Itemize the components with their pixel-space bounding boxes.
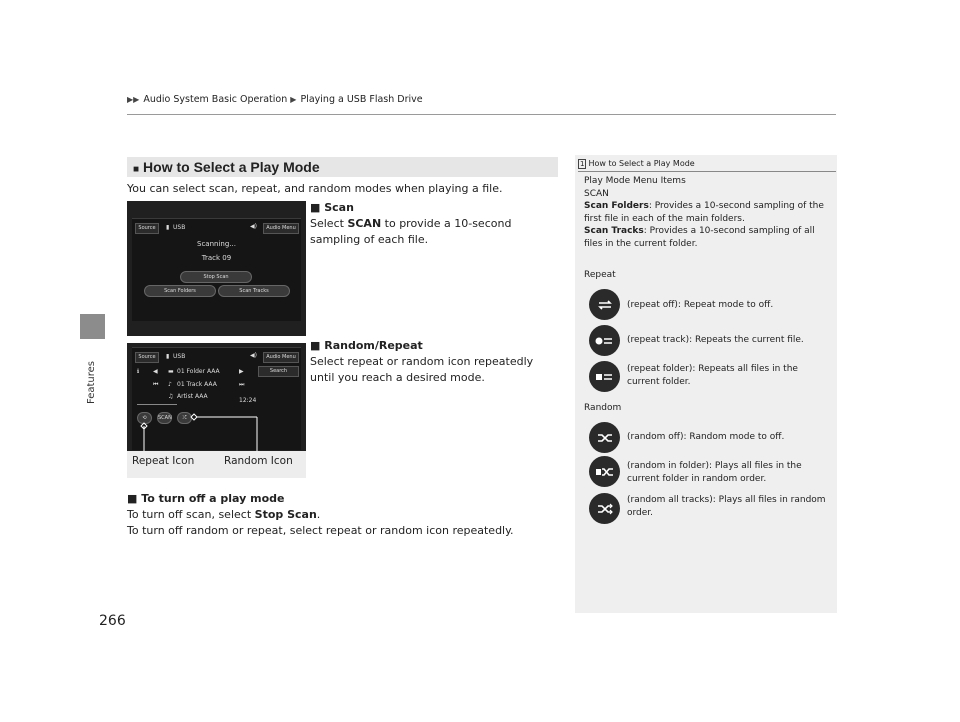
scan-block xyxy=(310,200,560,248)
artist-icon: ♫ xyxy=(168,393,174,400)
volume-icon: ◀) xyxy=(250,352,257,359)
page-number: 266 xyxy=(99,613,126,629)
stop-scan-button: Stop Scan xyxy=(180,271,252,283)
random-heading: Random xyxy=(584,403,622,413)
scan-folders-desc xyxy=(584,200,829,225)
scan-tracks-text: : Provides a 10-second sampling of all files in the current folder. xyxy=(584,226,815,249)
sidebar-title xyxy=(578,159,695,168)
scan-text-post: to provide a 10-second sampling of each file. xyxy=(310,217,512,246)
scan-folders-label: Scan Folders xyxy=(584,201,649,211)
usb-icon: ▮ xyxy=(166,224,170,231)
random-repeat-block xyxy=(310,338,560,386)
random-repeat-screen-image xyxy=(127,343,306,478)
scan-text-bold: SCAN xyxy=(347,217,382,230)
square-bullet-icon: ■ xyxy=(310,339,325,352)
menu-items-label: Play Mode Menu Items xyxy=(584,176,686,186)
header-divider xyxy=(127,114,836,115)
square-bullet-icon: ■ xyxy=(133,164,140,175)
random-repeat-description: Select repeat or random icon repeatedly until you reach a desired mode. xyxy=(310,355,534,384)
turn-off-block xyxy=(127,491,567,539)
random-repeat-heading-text: Random/Repeat xyxy=(324,339,423,352)
random-folder-text: (random in folder): Plays all files in the current folder in random order. xyxy=(627,461,802,484)
repeat-off-icon xyxy=(589,289,620,320)
turn-off-line1-pre: To turn off scan, select xyxy=(127,508,255,521)
random-off-icon xyxy=(589,422,620,453)
random-icon-callout: Random Icon xyxy=(224,455,293,467)
folder-name: 01 Folder AAA xyxy=(177,368,220,375)
scan-tracks-label: Scan Tracks xyxy=(584,226,644,236)
volume-icon: ◀) xyxy=(250,223,257,230)
usb-label: USB xyxy=(173,224,186,231)
scan-folders-button: Scan Folders xyxy=(144,285,216,297)
repeat-track-icon xyxy=(589,325,620,356)
scan-text-pre: Select xyxy=(310,217,348,230)
sidebar-divider xyxy=(578,171,836,172)
turn-off-heading-text: To turn off a play mode xyxy=(141,492,285,505)
repeat-icon: ⟲ xyxy=(137,412,152,424)
turn-off-line-1 xyxy=(127,507,567,523)
random-all-icon xyxy=(589,493,620,524)
repeat-folder-icon xyxy=(589,361,620,392)
repeat-folder-text: (repeat folder): Repeats all files in the current folder. xyxy=(627,364,798,387)
next-folder-icon: ▶ xyxy=(239,368,244,375)
scan-heading-text: Scan xyxy=(324,201,354,214)
usb-label: USB xyxy=(173,353,186,360)
prev-folder-icon: ◀ xyxy=(153,368,158,375)
sidebar-title-text: How to Select a Play Mode xyxy=(588,159,695,168)
repeat-icon-callout: Repeat Icon xyxy=(132,455,195,467)
breadcrumb-item[interactable]: Playing a USB Flash Drive xyxy=(300,94,423,105)
note-icon: 1 xyxy=(580,160,585,168)
scan-description xyxy=(310,216,560,248)
side-tab-marker xyxy=(80,314,105,339)
scan-tracks-desc xyxy=(584,225,829,250)
random-icon: ⤮ xyxy=(177,412,192,424)
search-button: Search xyxy=(258,366,299,377)
section-title xyxy=(127,157,558,177)
repeat-off-text: (repeat off): Repeat mode to off. xyxy=(627,300,774,310)
turn-off-line1-post: . xyxy=(316,508,321,521)
scan-label: SCAN xyxy=(584,188,609,199)
section-title-text: How to Select a Play Mode xyxy=(143,159,320,175)
time-display: 12:24 xyxy=(239,397,257,404)
repeat-track-text: (repeat track): Repeats the current file. xyxy=(627,335,804,345)
track-name: 01 Track AAA xyxy=(177,381,217,388)
breadcrumb-arrow-icon: ▶▶ xyxy=(127,95,140,104)
scan-folders-text: : Provides a 10-second sampling of the first file in each of the main folders. xyxy=(584,201,824,224)
artist-name: Artist AAA xyxy=(177,393,208,400)
audio-menu-button: Audio Menu xyxy=(263,223,299,234)
track-text: Track 09 xyxy=(201,254,232,262)
turn-off-line1-bold: Stop Scan xyxy=(254,508,317,521)
turn-off-line-2: To turn off random or repeat, select repeat or random icon repeatedly. xyxy=(127,524,514,537)
breadcrumb xyxy=(127,94,423,105)
breadcrumb-item[interactable]: Audio System Basic Operation xyxy=(143,94,288,105)
sidebar-scan-block xyxy=(584,175,829,250)
next-track-icon: ⏭ xyxy=(239,381,245,388)
side-tab-label: Features xyxy=(86,361,97,404)
track-icon: ♪ xyxy=(168,381,172,388)
scanning-text: Scanning... xyxy=(197,240,236,248)
source-button: Source xyxy=(135,223,159,234)
breadcrumb-arrow-icon: ▶ xyxy=(290,95,297,104)
source-button: Source xyxy=(135,352,159,363)
random-off-text: (random off): Random mode to off. xyxy=(627,432,785,442)
scan-heading xyxy=(310,200,560,216)
random-repeat-heading xyxy=(310,338,560,354)
intro-text: You can select scan, repeat, and random modes when playing a file. xyxy=(127,182,503,195)
scan-tracks-button: Scan Tracks xyxy=(218,285,290,297)
random-all-text: (random all tracks): Plays all files in random order. xyxy=(627,495,826,518)
usb-icon: ▮ xyxy=(166,353,170,360)
audio-menu-button: Audio Menu xyxy=(263,352,299,363)
repeat-heading: Repeat xyxy=(584,270,616,280)
square-bullet-icon: ■ xyxy=(127,492,142,505)
turn-off-heading xyxy=(127,491,567,507)
scan-screen-image xyxy=(127,201,306,336)
prev-track-icon: ⏮ xyxy=(153,381,159,388)
folder-icon: ▬ xyxy=(168,368,174,375)
random-folder-icon xyxy=(589,456,620,487)
scan-button: SCAN xyxy=(157,412,172,424)
square-bullet-icon: ■ xyxy=(310,201,325,214)
info-icon: ℹ xyxy=(137,368,140,375)
